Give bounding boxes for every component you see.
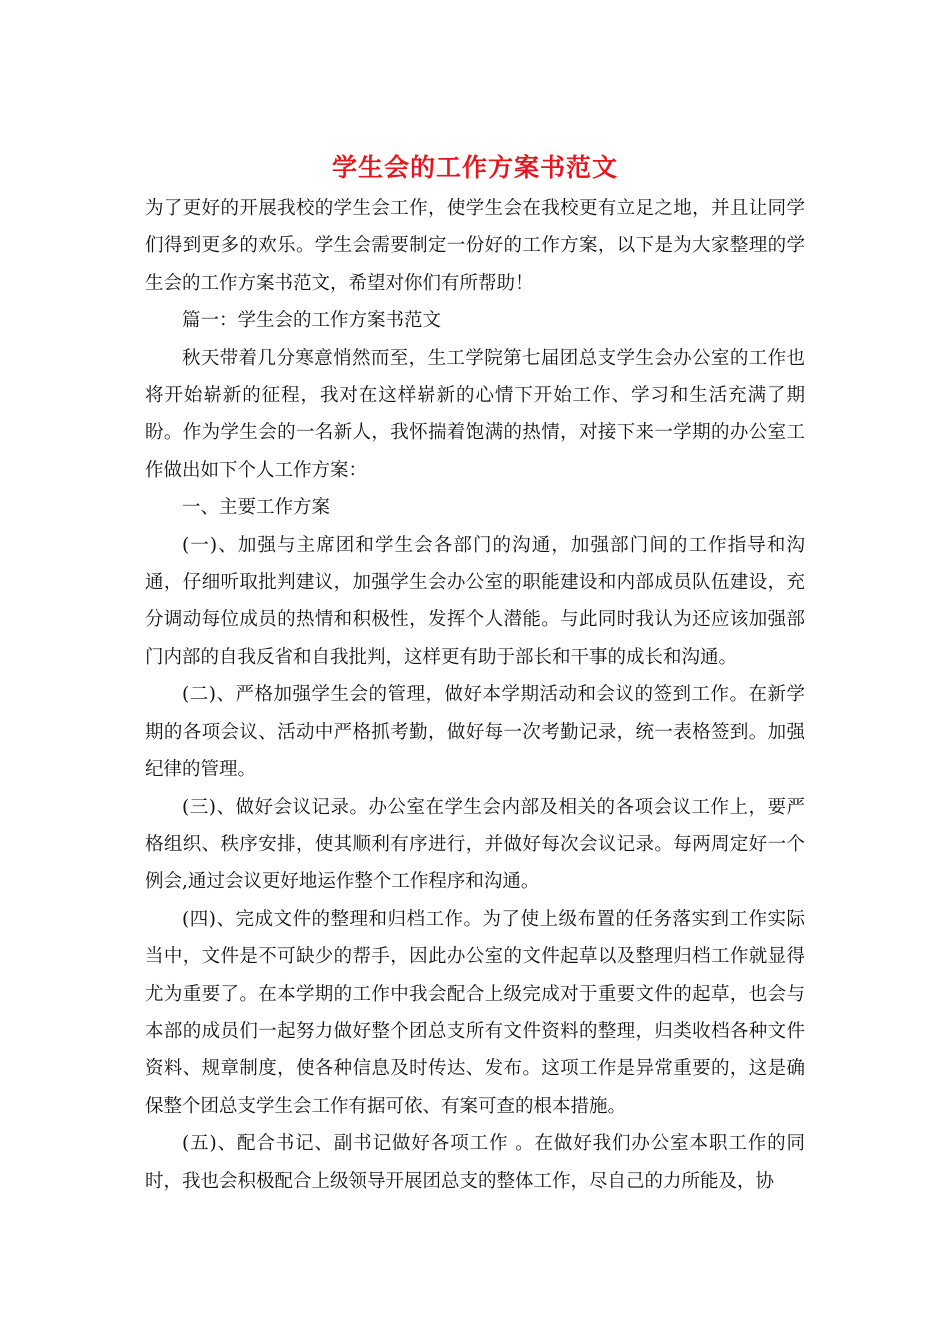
section-heading-paragraph: 篇一：学生会的工作方案书范文 [182,310,442,332]
document-body [145,190,805,1200]
plan-item-5-paragraph: (五)、配合书记、副书记做好各项工作 。在做好我们办公室本职工作的同时，我也会积极配合上级领导开展团总支的整体工作，尽自己的力所能及，协 [145,1133,805,1192]
plan-item-2-paragraph: (二)、严格加强学生会的管理，做好本学期活动和会议的签到工作。在新学期的各项会议、活动中严格抓考勤，做好每一次考勤记录，统一表格签到。加强纪律的管理。 [145,684,805,781]
intro-paragraph: 为了更好的开展我校的学生会工作，使学生会在我校更有立足之地，并且让同学们得到更多的欢乐。学生会需要制定一份好的工作方案，以下是为大家整理的学生会的工作方案书范文，希望对你们有所帮助！ [145,198,805,294]
plan-item-1-paragraph: (一)、加强与主席团和学生会各部门的沟通，加强部门间的工作指导和沟通，仔细听取批判建议，加强学生会办公室的职能建设和内部成员队伍建设，充分调动每位成员的热情和积极性，发挥个人潜能。与此同时我认为还应该加强部门内部的自我反省和自我批判，这样更有助于部长和干事的成长和沟通。 [145,534,805,668]
plan-item-4-paragraph: (四)、完成文件的整理和归档工作。为了使上级布置的任务落实到工作实际当中，文件是不可缺少的帮手，因此办公室的文件起草以及整理归档工作就显得尤为重要了。在本学期的工作中我会配合上级完成对于重要文件的起草，也会与本部的成员们一起努力做好整个团总支所有文件资料的整理，归类收档各种文件资料、规章制度，使各种信息及时传达、发布。这项工作是异常重要的，这是确保整个团总支学生会工作有据可依、有案可查的根本措施。 [145,908,805,1117]
opening-paragraph: 秋天带着几分寒意悄然而至，生工学院第七届团总支学生会办公室的工作也将开始崭新的征程，我对在这样崭新的心情下开始工作、学习和生活充满了期盼。作为学生会的一名新人，我怀揣着饱满的热情，对接下来一学期的办公室工作做出如下个人工作方案： [145,347,805,481]
plan-item-3-paragraph: (三)、做好会议记录。办公室在学生会内部及相关的各项会议工作上，要严格组织、秩序安排，使其顺利有序进行，并做好每次会议记录。每两周定好一个例会,通过会议更好地运作整个工作程序和沟通。 [145,796,805,893]
document-title: 学生会的工作方案书范文 [331,153,618,182]
main-plan-heading: 一、主要工作方案 [182,497,331,519]
